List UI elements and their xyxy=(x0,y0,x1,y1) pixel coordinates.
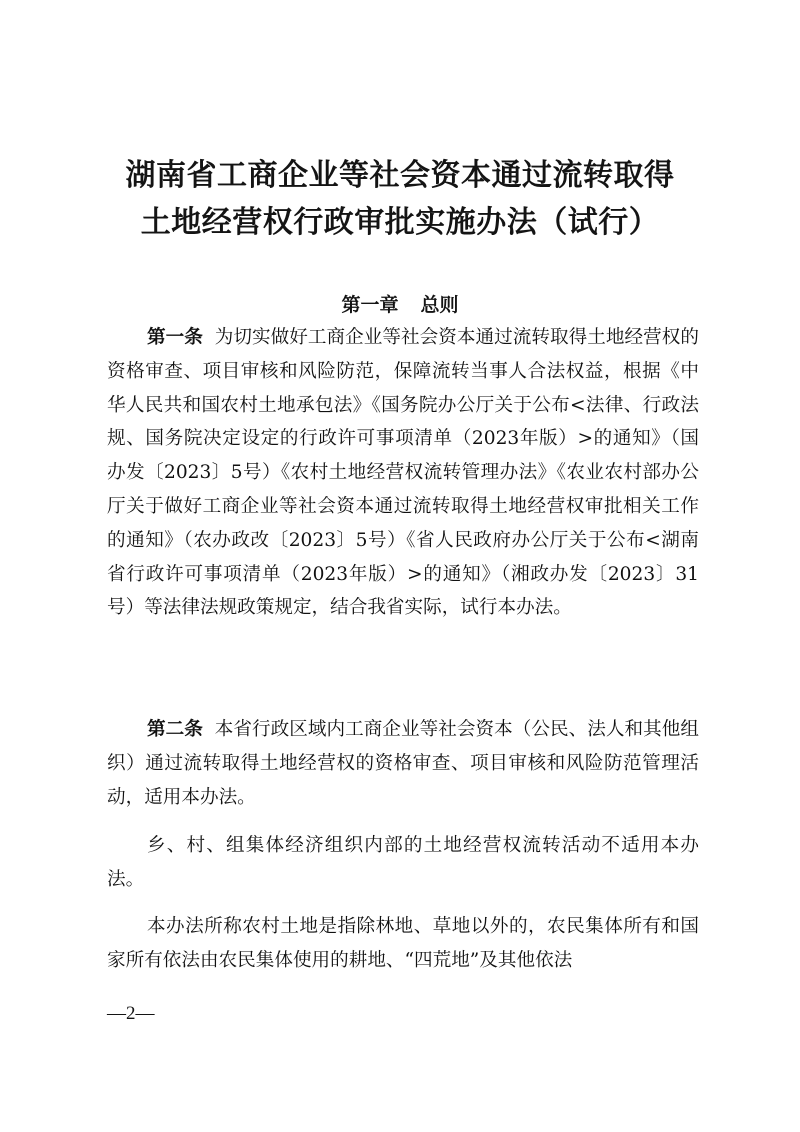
article-2-paragraph xyxy=(107,713,699,814)
chapter-heading xyxy=(0,290,800,317)
article-2-label: 第二条 xyxy=(147,719,203,740)
page-number: —2— xyxy=(107,1003,155,1024)
document-title-line-2: 土地经营权行政审批实施办法（试行） xyxy=(140,205,660,240)
body-paragraph: 本办法所称农村土地是指除林地、草地以外的，农民集体所有和国家所有依法由农民集体使用的耕地、“四荒地”及其他依法 xyxy=(107,916,699,971)
article-1-text: 为切实做好工商企业等社会资本通过流转取得土地经营权的资格审查、项目审核和风险防范，保障流转当事人合法权益，根据《中华人民共和国农村土地承包法》《国务院办公厅关于公布<法律、行政法规、国务院决定设定的行政许可事项清单（2023年版）>的通知》（国办发〔2023〕5号）《农村土地经营权流转管理办法》《农业农村部办公厅关于做好工商企业等社会资本通过流转取得土地经营权审批相关工作的通知》（农办政改〔2023〕5号）《省人民政府办公厅关于公布<湖南省行政许可事项清单（2023年版）>的通知》（湘政办发〔2023〕31号）等法律法规政策规定，结合我省实际，试行本办法。 xyxy=(107,327,699,619)
chapter-number: 第一章 xyxy=(341,294,399,316)
article-1-paragraph xyxy=(107,321,699,625)
article-1-label: 第一条 xyxy=(147,327,203,348)
chapter-name: 总则 xyxy=(420,294,459,316)
article-2-text: 本省行政区域内工商企业等社会资本（公民、法人和其他组织）通过流转取得土地经营权的资格审查、项目审核和风险防范管理活动，适用本办法。 xyxy=(107,719,699,808)
document-title-line-1: 湖南省工商企业等社会资本通过流转取得 xyxy=(125,158,675,193)
body-paragraph: 乡、村、组集体经济组织内部的土地经营权流转活动不适用本办法。 xyxy=(107,835,699,890)
